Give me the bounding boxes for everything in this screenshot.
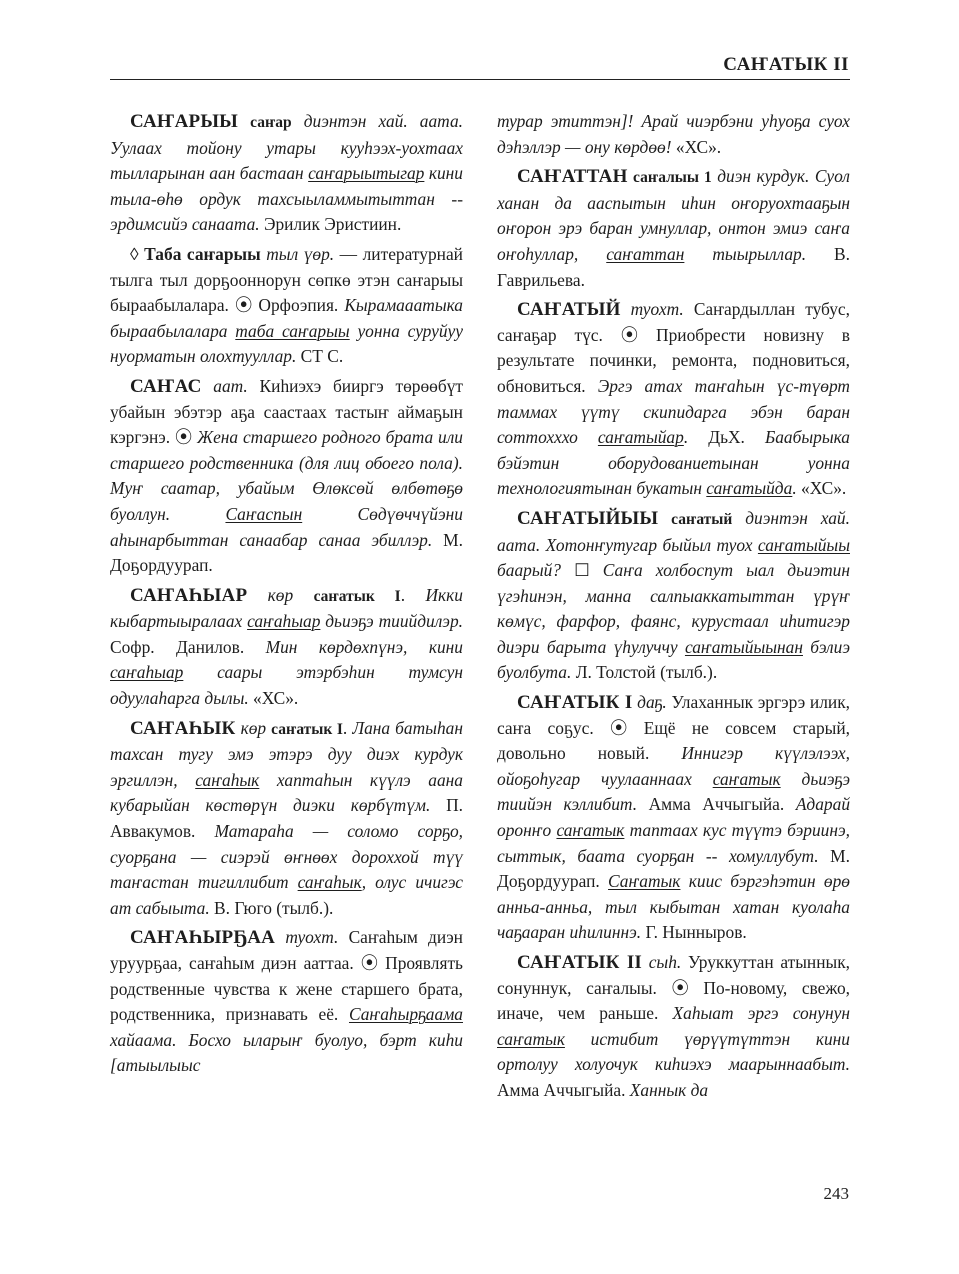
entry-text: Таба саҥарыы [144, 243, 261, 264]
entry-text: аат. [201, 375, 248, 396]
entry-text: Амма Аччыгыйа. [637, 794, 796, 815]
entry-text: Саҥаһым диэн уруурҕаа, саҥаһым диэн ааттаа. ⦿ Проявлять родственные чувства к жене старшего брата, родственника, признавать её. [110, 927, 463, 1025]
dictionary-entry [497, 164, 850, 293]
entry-text: саҥатыйда [706, 478, 793, 499]
entry-text: даҕ. [632, 692, 667, 713]
entry-text: уонна суруйуу нуорматын олохтууллар. [110, 320, 463, 367]
entry-headword: САҤАТЫК II [517, 952, 643, 973]
entry-text: саҥаһыар [247, 611, 321, 632]
entry-text: саҥатыйар [597, 427, 684, 448]
dictionary-entry [110, 925, 463, 1079]
entry-text: саҥатык I [313, 587, 401, 605]
entry-text: ☐ [574, 560, 603, 581]
dictionary-entry [497, 690, 850, 946]
entry-text: Улаханнык эргэрэ илик, саҥа соҕус. ⦿ Ещё не совсем старый, довольно новый. [497, 692, 850, 764]
entry-text: хаптаһын күүлэ аана кубарыйан көстөрүн диэки көрбүтүм. [110, 769, 463, 816]
entry-text: таптаах кус түүтэ бэриинэ, сыттык, баата суорҕан -- хомуллубут. [497, 820, 850, 866]
header-rule [110, 79, 850, 80]
entry-text: киис бэргэһэтин өрө анньа-анньа, тыл кыбытан хатан куолаһа чаҕааран иһилиннэ. [497, 871, 850, 943]
entry-text: көр [247, 584, 314, 605]
entry-text: Софр. Данилов. [110, 636, 266, 657]
entry-headword: САҤАТЫЙ [517, 299, 621, 321]
entry-text: ДьХ. [688, 427, 765, 448]
entry-text: Кырамааатыка быраабылалара [110, 295, 463, 341]
entry-text: көр [235, 717, 272, 738]
entry-text: саҥатыйыынан [684, 636, 803, 657]
entry-text: саҥар [250, 114, 292, 131]
entry-text: сыһ. [642, 952, 682, 972]
entry-text [658, 508, 671, 528]
entry-text: Саҥаһырҕаама [348, 1004, 463, 1025]
entry-text: Амма Аччыгыйа. [497, 1079, 630, 1100]
dictionary-entry [497, 297, 850, 502]
entry-text: Л. Толстой (тылб.). [571, 662, 718, 683]
entry-text: В. Гюго (тылб.). [209, 897, 334, 918]
entry-text: истибит үөрүүтүттэн кини ортолуу холуочук киһиэхэ маарыннаабыт. [497, 1028, 850, 1075]
dictionary-entry [497, 109, 850, 160]
entry-text: бэлиэ буолбута. [497, 636, 850, 683]
entry-text: саҥаһык [195, 769, 260, 790]
entry-text: Эргэ атах таҥаһын үс-түөрт таммах үүтү скипидарга эбэн баран соттохххо [497, 375, 850, 448]
entry-text: . [342, 717, 353, 738]
dictionary-entry [110, 109, 463, 238]
entry-text: М. Доҕордуурап. [110, 529, 463, 576]
entry-headword: САҤАҺЫРҔАА [130, 927, 276, 949]
entry-text: саары этэрбэһин тумсун одуулаһарга дылы. [110, 662, 463, 709]
entry-text: саҥатыйыы [757, 534, 850, 555]
entry-headword: САҤАҺЫК [130, 717, 236, 739]
entry-text: Г. Нынныров. [641, 922, 747, 943]
entry-headword: САҤАТЫЙЫЫ [517, 507, 659, 529]
entry-text: Ханнык да [629, 1079, 709, 1100]
entry-text: Икки кыбартыыралаах [110, 584, 463, 632]
left-column [110, 109, 463, 1083]
entry-text: саҥалыы 1 [633, 169, 712, 187]
entry-text: «ХС». [248, 688, 299, 709]
entry-text: «ХС». [796, 478, 847, 499]
entry-text: саҥаһыар [110, 662, 184, 683]
entry-text: саҥатык I [271, 720, 343, 738]
entry-text: Баабырыка бэйэтин оборудованиетынан уонна технологиятынан букатын [497, 427, 850, 499]
entry-text: хайаама. Босхо ыларыҥ буолуо, бэрт киһи [атыылыыс [110, 1029, 463, 1076]
entry-text: Эрилик Эристиин. [259, 214, 402, 235]
entry-text: тыырыллар. [684, 243, 807, 264]
entry-text: Адарай оронҥо [497, 794, 851, 841]
entry-text: Лана батыһан тахсан тугу эмэ этэрэ дуу диэх курдук эргиллэн, [110, 717, 463, 790]
entry-text: . [792, 478, 797, 499]
entry-text: туохт. [620, 299, 684, 320]
entry-text: Саҥардыллан тубус, саҥаҕар түс. ⦿ Приобрести новизну в результате починки, ремонта, подновиться, обновиться. [497, 299, 850, 396]
entry-text: — литературнай тылга тыл дорҕооннорун сөпкө этэн саҥарыы быраабылалара. ⦿ Орфоэпия. [110, 243, 463, 316]
entry-text [238, 111, 250, 131]
entry-text: кини тыла-өһө ордук тахсыыламмытыттан -- эрдимсийэ санаата. [110, 163, 463, 235]
dictionary-entry [110, 374, 463, 579]
entry-headword: САҤАТЫК I [517, 692, 633, 714]
entry-text: В. Гаврильева. [497, 243, 850, 290]
entry-text: Саҥаспын [225, 503, 303, 524]
entry-text: диэнтэн хай. аата. Хотонҥутугар быйыл туох [497, 507, 850, 555]
entry-text: Иннигэр күүлэлээх, ойоҕоһугар чуулааннаах [497, 743, 850, 789]
entry-text: СТ С. [296, 346, 344, 367]
entry-text: Саҥатык [608, 871, 681, 892]
entry-text: «ХС». [671, 136, 722, 157]
entry-text: Уруккуттан атыннык, сонуннук, саҥалыы. ⦿ По-новому, свежо, иначе, чем раньше. [497, 952, 851, 1024]
entry-text: Мин көрдөхпүнэ, кини [265, 636, 463, 657]
dictionary-entry [497, 950, 850, 1104]
entry-text: М. Доҕордуурап. [497, 845, 850, 892]
entry-text: саҥатык [556, 820, 625, 841]
entry-text: Сөдүөччүйэни аһынарбыттан санаабар санаа эбиллэр. [110, 503, 463, 550]
entry-text: саҥаһык [297, 872, 362, 893]
entry-text: саҥатык [712, 768, 781, 789]
entry-text: . [683, 427, 689, 448]
entry-text: саҥарыытыгар [308, 163, 425, 184]
entry-text: туохт. [275, 927, 339, 948]
dictionary-entry [110, 242, 463, 370]
entry-text: ◊ [130, 243, 145, 264]
entry-text: турар этиттэн]! Арай чиэрбэни уһуоҕа суох дэһэллэр — ону көрдөө! [497, 111, 850, 157]
entry-text: таба саҥарыы [235, 320, 350, 341]
entry-text: баарый? [497, 560, 575, 581]
entry-text: Жена старшего родного брата или старшего родственника (для лиц обоего пола). Муҥ саатар, убайым Өлөксөй өлбөтөҕө буоллун. [110, 427, 463, 524]
entry-text: дьиэҕэ тиийдилэр. [320, 611, 463, 632]
entry-text: саҥатык [497, 1028, 565, 1049]
entry-headword: САҤАС [130, 375, 202, 397]
entry-text: саҥаттан [606, 243, 685, 264]
entry-text: саҥатый [671, 510, 733, 528]
entry-text: Саҥа холбоспут ыал дьиэтин үгэһинэн, манна салпыаккатыттан үрүҥ көмүс, фарфор, фаянс, курустаал иһитигэр диэри барыта үһулуччу [497, 560, 850, 657]
entry-headword: САҤАРЫЫ [130, 111, 239, 132]
entry-text: Киһиэхэ бииргэ төрөөбүт убайын эбэтэр аҕа саастаах тастыҥ аймаҕын кэргэнэ. ⦿ [110, 375, 463, 448]
entry-headword: САҤАҺЫАР [130, 584, 248, 606]
entry-text: тыл үөр. [260, 243, 335, 264]
dictionary-entry [497, 506, 850, 686]
entry-text: дьиэҕэ тиийэн кэллибит. [497, 768, 850, 815]
entry-text: Матараһа — соломо сорҕо, суорҕана — сиэрэй өҥнөөх дороххой түү таҥастан тигиллибит [110, 821, 463, 893]
entry-text: Хаһыат эргэ сонунун [672, 1003, 850, 1024]
entry-text: диэн курдук. Суол ханан да ааспытын иһин оҥоруохтааҕын оҥорон эрэ баран умнуллар, онтон эмиэ саҥа оҥоһуллар, [497, 166, 850, 264]
page-number: 243 [823, 1184, 849, 1203]
dictionary-entry [110, 716, 463, 922]
running-head: САҤАТЫК II [723, 54, 849, 75]
entry-text: П. Аввакумов. [110, 795, 463, 842]
entry-headword: САҤАТТАН [517, 166, 628, 188]
entry-text: , олус ичигэс ат сабыыта. [110, 872, 463, 918]
entry-text: . [400, 584, 426, 605]
right-column [497, 109, 850, 1108]
entry-text: диэнтэн хай. аата. Уулаах тойону утары кууһээх-уохтаах тылларынан аан бастаан [110, 111, 463, 184]
dictionary-entry [110, 583, 463, 712]
